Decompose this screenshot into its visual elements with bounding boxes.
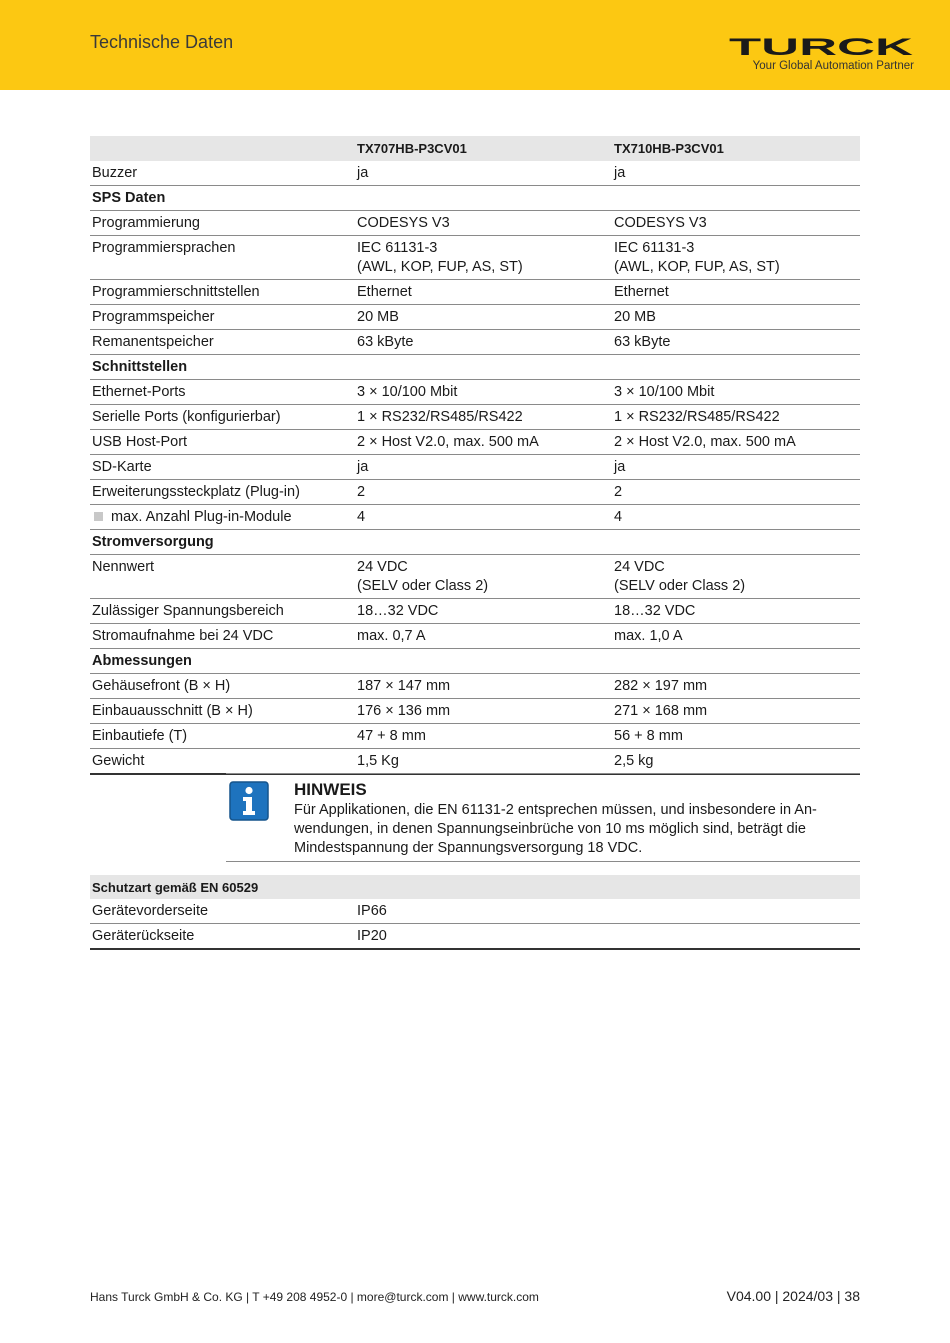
section-row (90, 649, 860, 674)
notice-box (226, 773, 860, 862)
value-cell: 3 × 10/100 Mbit (612, 380, 860, 405)
value-cell: 1 × RS232/RS485/RS422 (612, 405, 860, 430)
value-cell: 1,5 Kg (355, 749, 612, 775)
row-label: Nennwert (90, 555, 355, 599)
turck-logo-wordmark (728, 36, 914, 58)
value-cell: 18…32 VDC (355, 599, 612, 624)
value-cell: IP20 (355, 924, 860, 950)
table-row (90, 161, 860, 186)
value-cell (355, 236, 612, 280)
value-cell: 47 + 8 mm (355, 724, 612, 749)
table-row (90, 749, 860, 775)
value-cell (612, 236, 860, 280)
value-cell: 2,5 kg (612, 749, 860, 775)
table-row (90, 924, 860, 950)
value-cell: 56 + 8 mm (612, 724, 860, 749)
value-cell: IP66 (355, 899, 860, 924)
table-row (90, 280, 860, 305)
row-label-text: max. Anzahl Plug-in-Module (111, 508, 292, 525)
footer-version: V04.00 | 2024/03 | 38 (726, 1288, 860, 1304)
table-row (90, 455, 860, 480)
brand-tagline: Your Global Automation Partner (752, 60, 914, 72)
header-cell: Schutzart gemäß EN 60529 (90, 875, 860, 899)
table-row (90, 899, 860, 924)
value-cell: 63 kByte (612, 330, 860, 355)
section-row (90, 530, 860, 555)
section-title: SPS Daten (90, 186, 860, 211)
protection-table (90, 875, 860, 950)
header-cell: TX707HB-P3CV01 (355, 136, 612, 161)
row-label: Erweiterungssteckplatz (Plug-in) (90, 480, 355, 505)
page-header (0, 0, 950, 90)
value-cell: ja (355, 455, 612, 480)
value-cell: 3 × 10/100 Mbit (355, 380, 612, 405)
value-cell: 271 × 168 mm (612, 699, 860, 724)
row-label: Programmiersprachen (90, 236, 355, 280)
table-row (90, 699, 860, 724)
row-label: Gehäusefront (B × H) (90, 674, 355, 699)
table-row (90, 724, 860, 749)
value-line: 24 VDC (357, 558, 408, 575)
table-row (90, 599, 860, 624)
spec-table (90, 136, 860, 775)
value-cell: 2 × Host V2.0, max. 500 mA (355, 430, 612, 455)
row-label: Geräterückseite (90, 924, 355, 950)
value-cell: 4 (612, 505, 860, 530)
header-cell (90, 136, 355, 161)
row-label: Zulässiger Spannungsbereich (90, 599, 355, 624)
row-label: Stromaufnahme bei 24 VDC (90, 624, 355, 649)
value-cell (355, 555, 612, 599)
table-row (90, 305, 860, 330)
table-row (90, 480, 860, 505)
table-row (90, 380, 860, 405)
value-cell: 282 × 197 mm (612, 674, 860, 699)
table-header-row (90, 136, 860, 161)
value-cell: 2 (355, 480, 612, 505)
header-title: Technische Daten (90, 32, 234, 52)
section-title: Schnittstellen (90, 355, 860, 380)
value-line: IEC 61131-3 (614, 239, 695, 256)
row-label: Einbautiefe (T) (90, 724, 355, 749)
value-cell: 2 × Host V2.0, max. 500 mA (612, 430, 860, 455)
value-line: (AWL, KOP, FUP, AS, ST) (614, 258, 780, 275)
notice-line: wendungen, in denen Spannungseinbrüche von 10 ms möglich sind, beträgt die (294, 821, 806, 837)
value-cell: CODESYS V3 (612, 211, 860, 236)
value-cell: Ethernet (612, 280, 860, 305)
value-cell: 4 (355, 505, 612, 530)
footer-company: Hans Turck GmbH & Co. KG | T +49 208 4952-0 | more@turck.com | www.turck.com (90, 1290, 539, 1304)
row-label: Programmspeicher (90, 305, 355, 330)
table-row (90, 555, 860, 599)
value-line: (SELV oder Class 2) (357, 577, 489, 594)
info-icon (229, 781, 269, 821)
header-cell: TX710HB-P3CV01 (612, 136, 860, 161)
row-label: Serielle Ports (konfigurierbar) (90, 405, 355, 430)
section-title: Abmessungen (90, 649, 860, 674)
table-row (90, 236, 860, 280)
section-title: Stromversorgung (90, 530, 860, 555)
notice-line: Mindestspannung der Spannungsversorgung 18 VDC. (294, 840, 643, 856)
value-cell: 187 × 147 mm (355, 674, 612, 699)
row-label: Programmierung (90, 211, 355, 236)
notice-title: HINWEIS (294, 780, 367, 799)
value-cell: max. 0,7 A (355, 624, 612, 649)
value-cell: max. 1,0 A (612, 624, 860, 649)
value-line: (AWL, KOP, FUP, AS, ST) (357, 258, 523, 275)
bullet-square-icon (94, 512, 103, 521)
value-cell (612, 555, 860, 599)
table-row (90, 211, 860, 236)
row-label: Gerätevorderseite (90, 899, 355, 924)
value-line: IEC 61131-3 (357, 239, 438, 256)
value-cell: ja (612, 455, 860, 480)
row-label: Ethernet-Ports (90, 380, 355, 405)
row-label (90, 505, 355, 530)
value-cell: 1 × RS232/RS485/RS422 (355, 405, 612, 430)
table-row (90, 430, 860, 455)
row-label: USB Host-Port (90, 430, 355, 455)
turck-logo (728, 36, 914, 76)
value-cell: ja (612, 161, 860, 186)
table-header-row (90, 875, 860, 899)
value-line: 24 VDC (614, 558, 665, 575)
value-cell: 20 MB (612, 305, 860, 330)
row-label: SD-Karte (90, 455, 355, 480)
value-cell: Ethernet (355, 280, 612, 305)
value-cell: 63 kByte (355, 330, 612, 355)
row-label: Gewicht (90, 749, 355, 775)
value-cell: 2 (612, 480, 860, 505)
row-label: Buzzer (90, 161, 355, 186)
row-label: Einbauausschnitt (B × H) (90, 699, 355, 724)
table-row (90, 674, 860, 699)
table-row (90, 405, 860, 430)
value-cell: 20 MB (355, 305, 612, 330)
value-cell: 176 × 136 mm (355, 699, 612, 724)
table-row (90, 330, 860, 355)
notice-text (294, 801, 839, 858)
row-label: Programmierschnittstellen (90, 280, 355, 305)
value-line: (SELV oder Class 2) (614, 577, 746, 594)
value-cell: 18…32 VDC (612, 599, 860, 624)
value-cell: CODESYS V3 (355, 211, 612, 236)
table-row (90, 505, 860, 530)
value-cell: ja (355, 161, 612, 186)
section-row (90, 186, 860, 211)
section-row (90, 355, 860, 380)
notice-line: Für Applikationen, die EN 61131-2 entsprechen müssen, und insbesondere in An- (294, 802, 817, 818)
svg-text:TURCK: TURCK (729, 36, 914, 58)
row-label: Remanentspeicher (90, 330, 355, 355)
table-row (90, 624, 860, 649)
